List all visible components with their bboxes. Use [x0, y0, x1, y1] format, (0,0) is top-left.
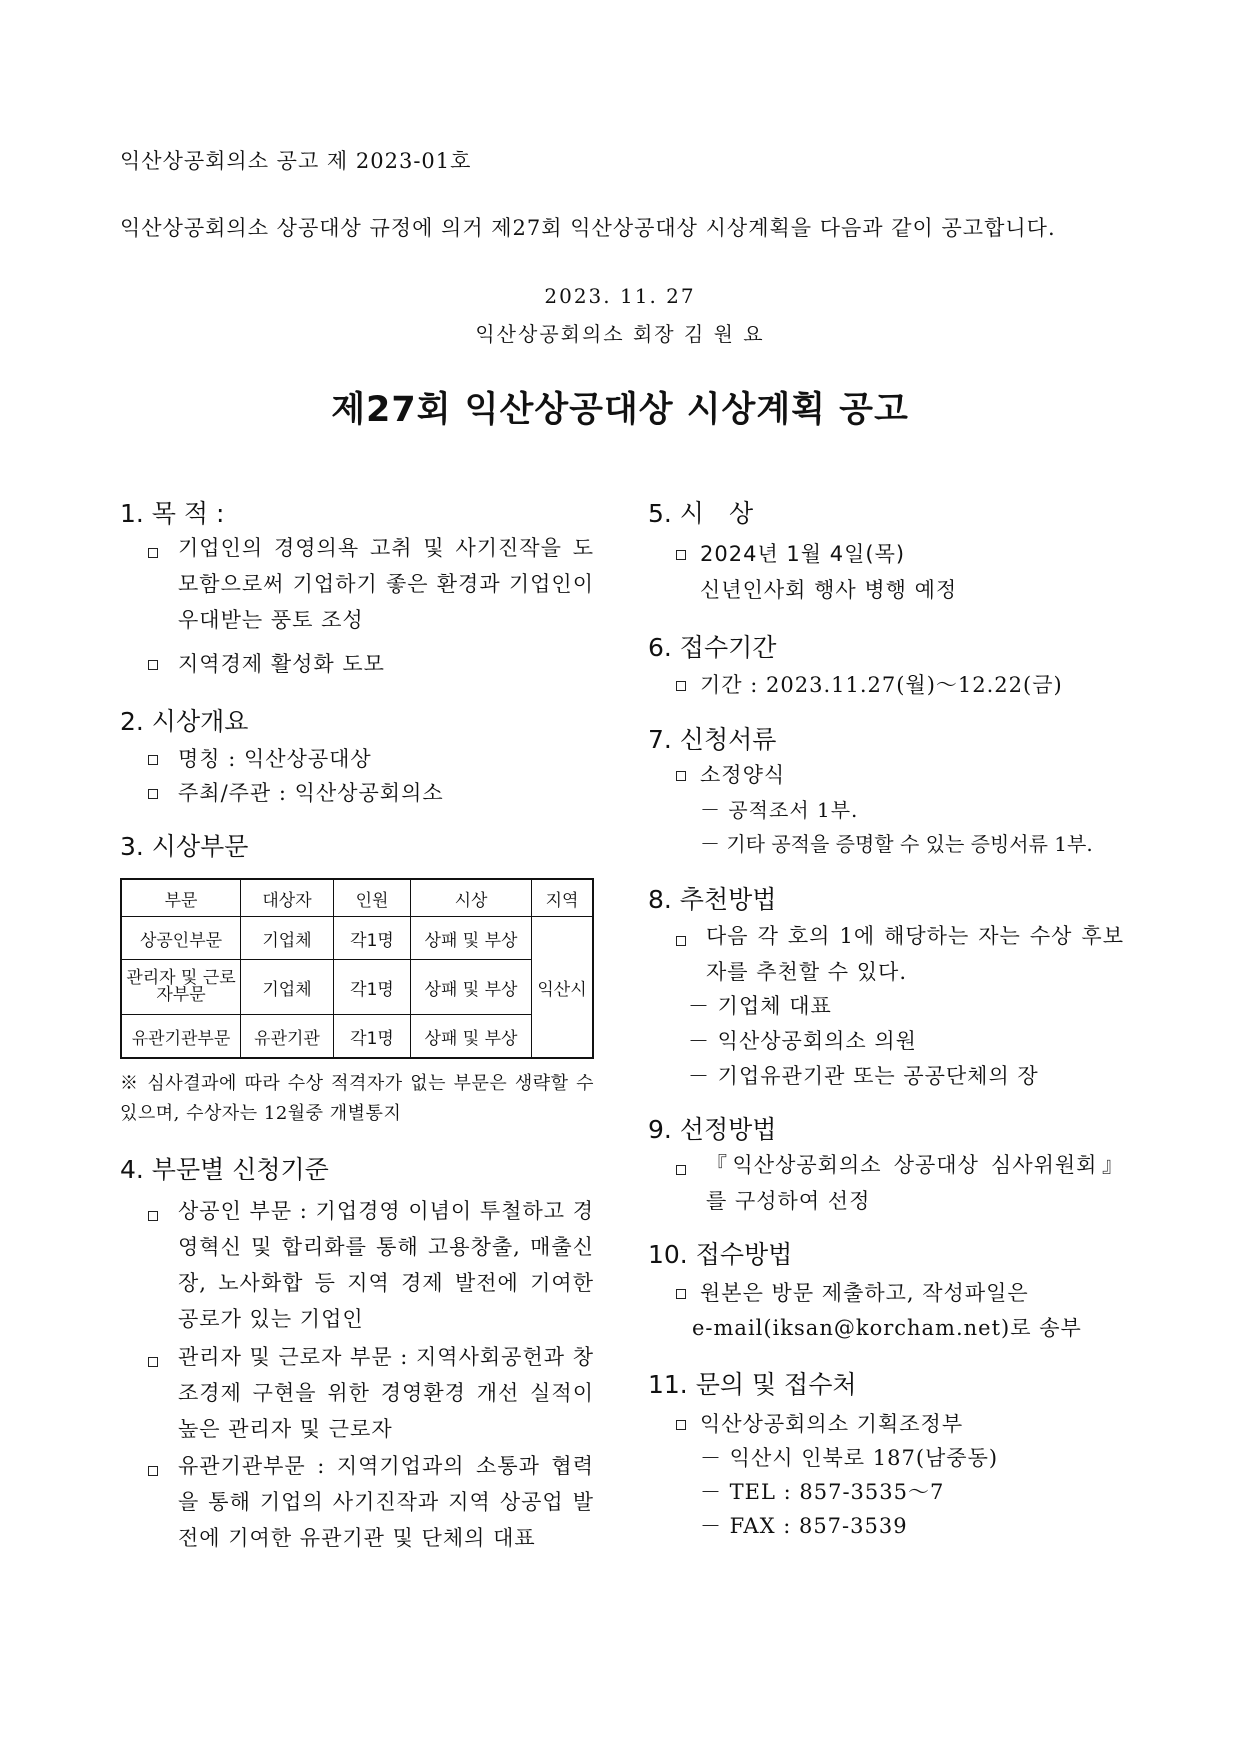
- contact-address: － 익산시 인북로 187(남중동): [700, 1446, 999, 1470]
- table-cell: 각1명: [334, 917, 411, 960]
- table-row: [121, 960, 593, 1015]
- section-submission-title: 10. 접수방법: [648, 1240, 793, 1269]
- table-cell: 기업체: [241, 917, 334, 960]
- purpose-item-1: 기업인의 경영의욕 고취 및 사기진작을 도모함으로써 기업하기 좋은 환경과 기업인이 우대받는 풍토 조성: [178, 536, 594, 632]
- table-cell: 상패 및 부상: [411, 960, 532, 1015]
- checkbox-bullet-icon: [676, 1289, 686, 1299]
- section-selection-title: 9. 선정방법: [648, 1115, 777, 1144]
- recommend-sub-2: － 익산상공회의소 의원: [688, 1029, 917, 1053]
- submission-line-2: e-mail(iksan@korcham.net)로 송부: [692, 1316, 1082, 1340]
- section-purpose-title: 1. 목 적 :: [120, 499, 225, 528]
- table-cell: 유관기관부문: [121, 1015, 241, 1059]
- checkbox-bullet-icon: [676, 936, 686, 946]
- checkbox-bullet-icon: [148, 789, 158, 799]
- table-header-row: [121, 879, 593, 917]
- contact-item: 익산상공회의소 기획조정부: [700, 1412, 964, 1436]
- recommend-item: 다음 각 호의 1에 해당하는 자는 수상 후보자를 추천할 수 있다.: [706, 924, 1124, 984]
- table-cell: 각1명: [334, 960, 411, 1015]
- documents-sub-1: － 공적조서 1부.: [700, 798, 859, 822]
- section-overview-title: 2. 시상개요: [120, 707, 249, 736]
- checkbox-bullet-icon: [676, 550, 686, 560]
- section-contact-title: 11. 문의 및 접수처: [648, 1370, 857, 1399]
- table-cell: 상패 및 부상: [411, 1015, 532, 1059]
- checkbox-bullet-icon: [676, 1420, 686, 1430]
- intro-text: 익산상공회의소 상공대상 규정에 의거 제27회 익산상공대상 시상계획을 다음과 같이 공고합니다.: [120, 216, 1056, 240]
- table-header: 대상자: [241, 879, 334, 917]
- overview-item-2: 주최/주관 : 익산상공회의소: [178, 781, 444, 805]
- checkbox-bullet-icon: [148, 660, 158, 670]
- notice-date: 2023. 11. 27: [544, 284, 696, 308]
- checkbox-bullet-icon: [676, 1165, 686, 1175]
- section-period-title: 6. 접수기간: [648, 633, 777, 662]
- table-row: [121, 917, 593, 960]
- issuer: 익산상공회의소 회장 김 원 요: [475, 322, 765, 346]
- table-header: 지역: [532, 879, 594, 917]
- notice-number: 익산상공회의소 공고 제 2023-01호: [120, 149, 472, 173]
- checkbox-bullet-icon: [148, 1357, 158, 1367]
- section-documents-title: 7. 신청서류: [648, 725, 777, 754]
- criteria-item-1: 상공인 부문 : 기업경영 이념이 투철하고 경영혁신 및 합리화를 통해 고용창출, 매출신장, 노사화합 등 지역 경제 발전에 기여한 공로가 있는 기업인: [178, 1199, 594, 1331]
- section-categories-title: 3. 시상부문: [120, 832, 249, 861]
- main-title: 제27회 익산상공대상 시상계획 공고: [331, 390, 909, 430]
- table-cell: 관리자 및 근로자부문: [121, 960, 241, 1015]
- checkbox-bullet-icon: [148, 1466, 158, 1476]
- documents-item: 소정양식: [700, 763, 786, 787]
- table-cell: 기업체: [241, 960, 334, 1015]
- ceremony-date: 2024년 1월 4일(목): [700, 542, 906, 566]
- section-ceremony-title: 5. 시 상: [648, 499, 754, 528]
- table-cell: 상공인부문: [121, 917, 241, 960]
- contact-tel: － TEL : 857-3535～7: [700, 1480, 945, 1504]
- checkbox-bullet-icon: [148, 548, 158, 558]
- recommend-sub-3: － 기업유관기관 또는 공공단체의 장: [688, 1064, 1039, 1088]
- table-row: [121, 1015, 593, 1059]
- period-item: 기간 : 2023.11.27(월)～12.22(금): [700, 673, 1063, 697]
- contact-fax: － FAX : 857-3539: [700, 1514, 908, 1538]
- table-cell: 각1명: [334, 1015, 411, 1059]
- section-criteria-title: 4. 부문별 신청기준: [120, 1155, 329, 1184]
- table-header: 인원: [334, 879, 411, 917]
- award-category-table: [120, 878, 594, 1059]
- criteria-item-2: 관리자 및 근로자 부문 : 지역사회공헌과 창조경제 구현을 위한 경영환경 개선 실적이 높은 관리자 및 근로자: [178, 1345, 594, 1441]
- checkbox-bullet-icon: [676, 681, 686, 691]
- table-cell-region: 익산시: [532, 917, 594, 1059]
- documents-sub-2: － 기타 공적을 증명할 수 있는 증빙서류 1부.: [700, 832, 1093, 856]
- checkbox-bullet-icon: [148, 755, 158, 765]
- recommend-sub-1: － 기업체 대표: [688, 994, 832, 1018]
- purpose-item-2: 지역경제 활성화 도모: [178, 652, 385, 676]
- submission-line-1: 원본은 방문 제출하고, 작성파일은: [700, 1281, 1029, 1305]
- section-recommend-title: 8. 추천방법: [648, 885, 777, 914]
- table-header: 시상: [411, 879, 532, 917]
- criteria-item-3: 유관기관부문 : 지역기업과의 소통과 협력을 통해 기업의 사기진작과 지역 상공업 발전에 기여한 유관기관 및 단체의 대표: [178, 1454, 594, 1550]
- overview-item-1: 명칭 : 익산상공대상: [178, 747, 372, 771]
- ceremony-note: 신년인사회 행사 병행 예정: [700, 578, 958, 602]
- selection-item: 『익산상공회의소 상공대상 심사위원회』를 구성하여 선정: [706, 1153, 1124, 1213]
- table-cell: 상패 및 부상: [411, 917, 532, 960]
- table-cell: 유관기관: [241, 1015, 334, 1059]
- checkbox-bullet-icon: [676, 771, 686, 781]
- categories-note: ※ 심사결과에 따라 수상 적격자가 없는 부문은 생략할 수 있으며, 수상자는 12월중 개별통지: [120, 1073, 594, 1124]
- checkbox-bullet-icon: [148, 1211, 158, 1221]
- table-header: 부문: [121, 879, 241, 917]
